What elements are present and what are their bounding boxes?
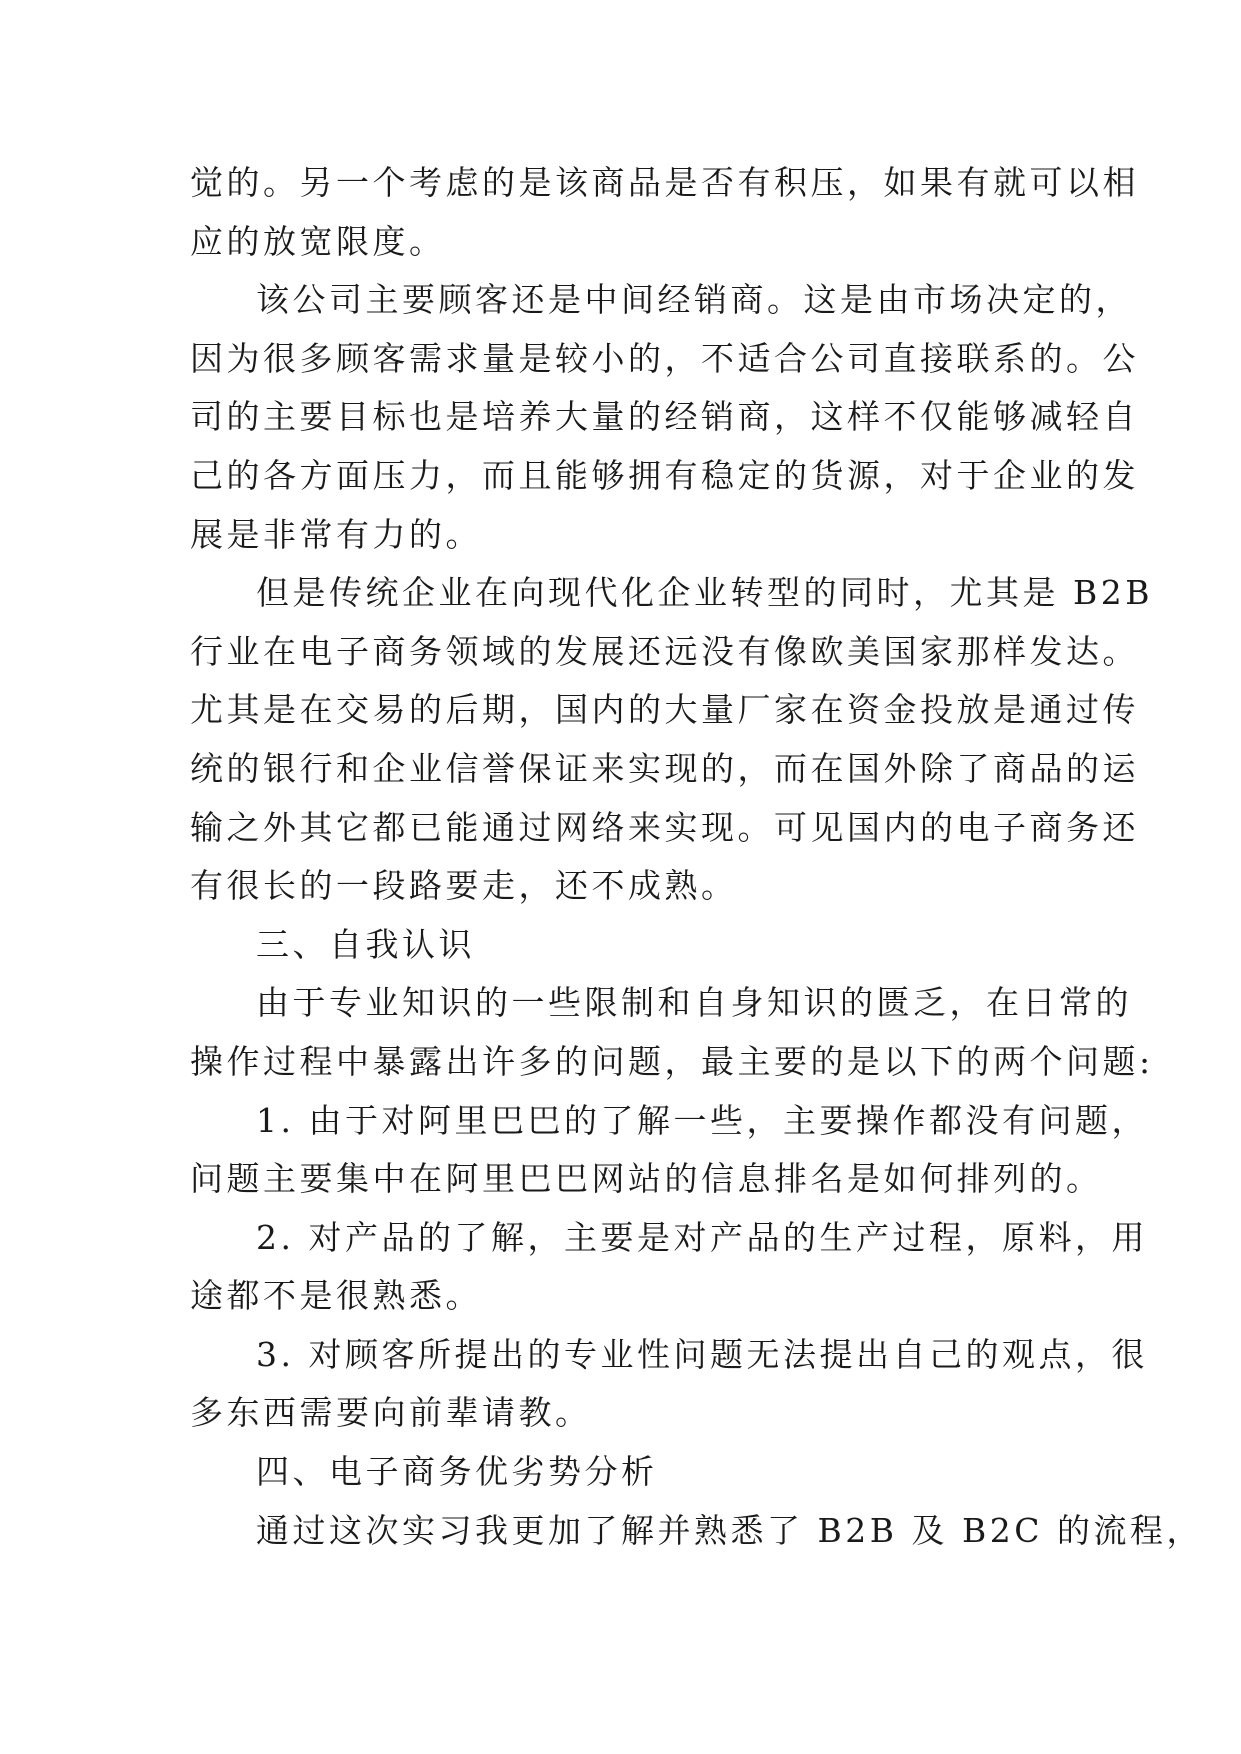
text-line: 觉的。另一个考虑的是该商品是否有积压，如果有就可以相 xyxy=(190,163,1139,202)
text-line: 通过这次实习我更加了解并熟悉了 B2B 及 B2C 的流程， xyxy=(256,1510,1203,1550)
text-line: 途都不是很熟悉。 xyxy=(190,1276,482,1316)
text-line: 应的放宽限度。 xyxy=(190,221,446,261)
text-line: 该公司主要顾客还是中间经销商。这是由市场决定的， xyxy=(256,280,1132,320)
text-line: 统的银行和企业信誉保证来实现的，而在国外除了商品的运 xyxy=(190,748,1139,788)
text-line: 但是传统企业在向现代化企业转型的同时，尤其是 B2B xyxy=(256,573,1153,613)
text-line: 有很长的一段路要走，还不成熟。 xyxy=(190,866,738,906)
text-line: 问题主要集中在阿里巴巴网站的信息排名是如何排列的。 xyxy=(190,1159,1103,1199)
section-heading: 三、自我认识 xyxy=(256,924,475,964)
text-line: 操作过程中暴露出许多的问题，最主要的是以下的两个问题: xyxy=(190,1041,1154,1081)
text-line: 尤其是在交易的后期，国内的大量厂家在资金投放是通过传 xyxy=(190,690,1139,730)
text-line: 多东西需要向前辈请教。 xyxy=(190,1393,592,1433)
text-line: 行业在电子商务领域的发展还远没有像欧美国家那样发达。 xyxy=(190,631,1139,671)
list-item: 1. 由于对阿里巴巴的了解一些，主要操作都没有问题， xyxy=(256,1100,1148,1140)
text-line: 由于专业知识的一些限制和自身知识的匮乏，在日常的 xyxy=(256,983,1132,1023)
text-line: 展是非常有力的。 xyxy=(190,514,482,554)
text-line: 司的主要目标也是培养大量的经销商，这样不仅能够减轻自 xyxy=(190,397,1139,437)
document-body xyxy=(190,154,1203,1560)
text-line: 因为很多顾客需求量是较小的，不适合公司直接联系的。公 xyxy=(190,338,1139,378)
section-heading: 四、电子商务优劣势分析 xyxy=(256,1452,658,1492)
list-item: 2. 对产品的了解，主要是对产品的生产过程，原料，用 xyxy=(256,1217,1148,1257)
list-item: 3. 对顾客所提出的专业性问题无法提出自己的观点，很 xyxy=(256,1334,1148,1374)
text-line: 输之外其它都已能通过网络来实现。可见国内的电子商务还 xyxy=(190,807,1139,847)
text-line: 己的各方面压力，而且能够拥有稳定的货源，对于企业的发 xyxy=(190,455,1139,495)
